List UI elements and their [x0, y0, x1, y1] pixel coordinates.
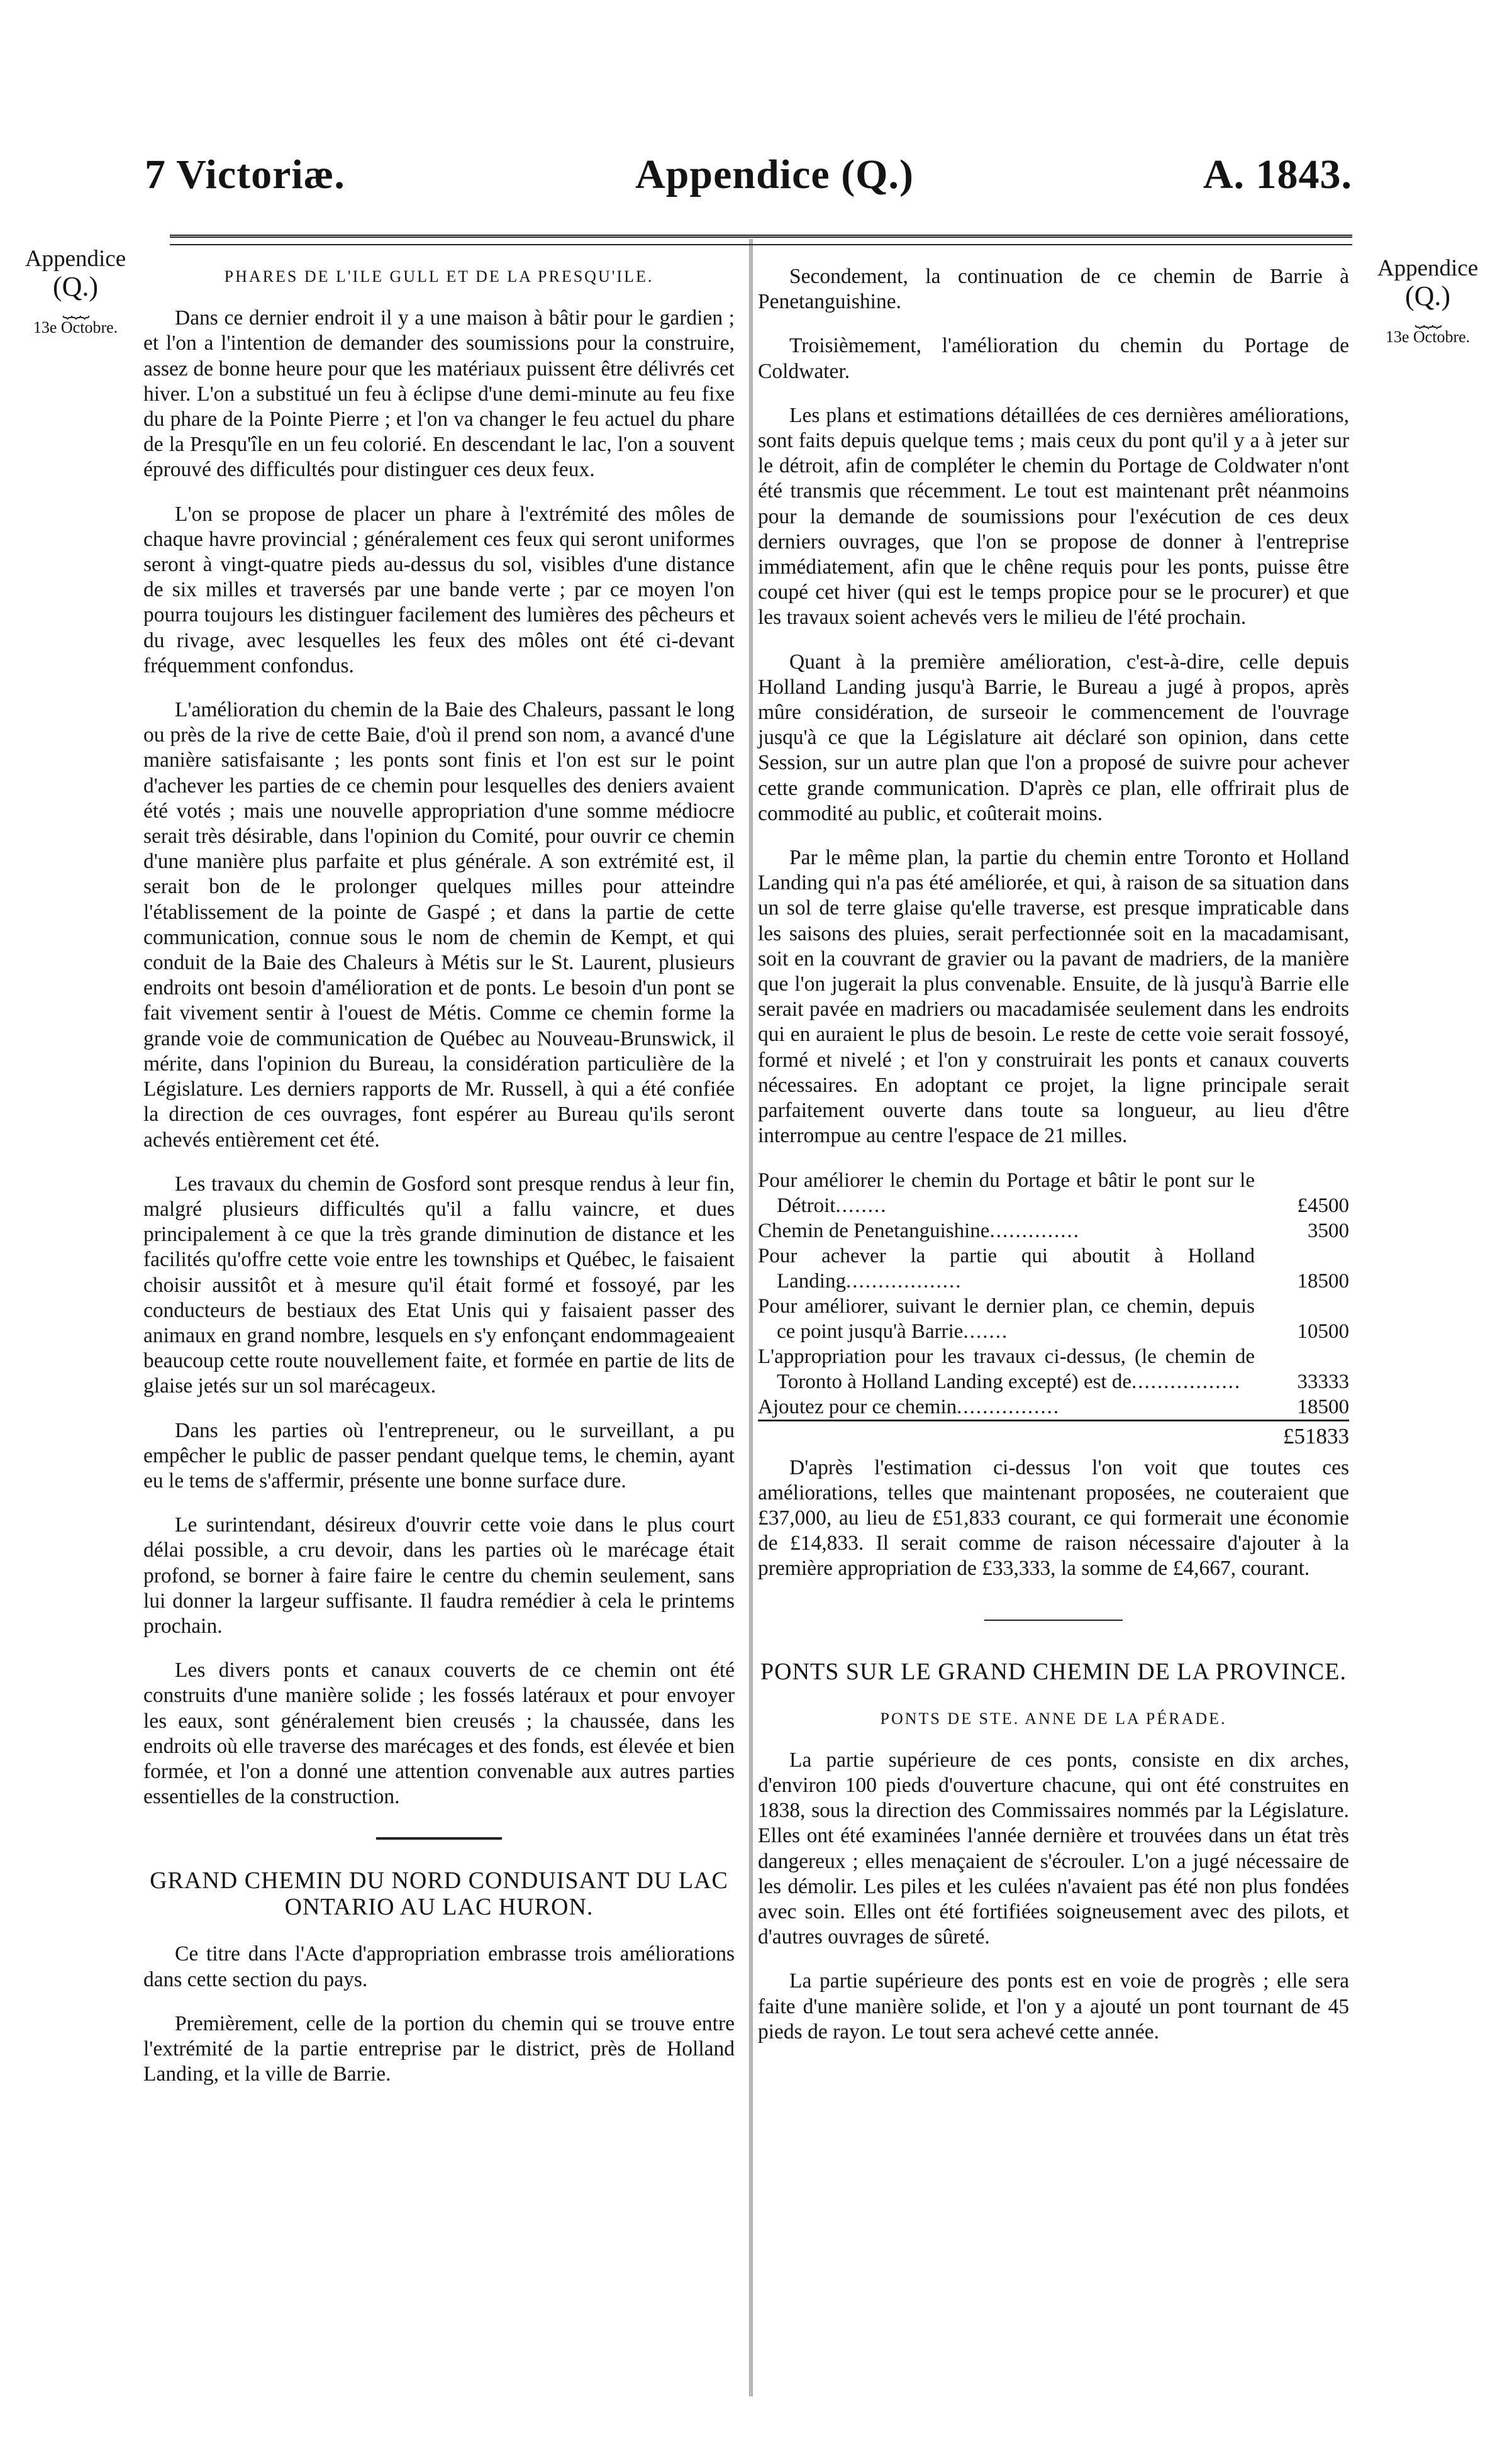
section-separator [984, 1620, 1123, 1621]
table-cell-amount: 33333 [1297, 1370, 1349, 1393]
table-row [758, 1294, 1349, 1344]
paragraph: Les plans et estimations détaillées de ces dernières améliorations, sont faits depuis quelque tems ; mais ceux du pont qu'il y a à jeter sur le détroit, afin de compléter le chemin du Portage de Coldwater n'ont été transmis que récemment. Le tout est maintenant prêt néanmoins pour la demande de soumissions pour l'exécution de ces deux derniers ouvrages, que l'on se propose de donner à l'entreprise immédiatement, afin que le chêne requis pour les ponts, puisse être coupé cet hiver (qui est le temps propice pour se le procurer) et que les travaux soient achevés vers le milieu de l'été prochain. [758, 403, 1349, 630]
paragraph: Par le même plan, la partie du chemin entre Toronto et Holland Landing qui n'a pas été améliorée, et qui, à raison de sa situation dans un sol de terre glaise qu'elle traverse, est presque impraticable dans les saisons des pluies, serait perfectionnée soit en la macadamisant, soit en la couvrant de gravier ou la pavant de madriers, de la manière que l'on jugerait la plus convenable. Ensuite, de là jusqu'à Barrie elle serait pavée en madriers ou macadamisée seulement dans les endroits qui en auraient le plus de besoin. Le reste de cette voie serait fossoyé, formé et nivelé ; et l'on y construirait les ponts et canaux couverts nécessaires. En adoptant ce projet, la ligne principale serait parfaitement ouverte dans toute sa longueur, au lieu d'être interrompue au centre l'espace de 21 milles. [758, 846, 1349, 1148]
paragraph: Quant à la première amélioration, c'est-à-dire, celle depuis Holland Landing jusqu'à Barrie, le Bureau a jugé à propos, après mûre considération, de surseoir le commencement de l'ouvrage jusqu'à ce que la Législature ait déclaré son opinion, dans cette Session, sur un autre plan que l'on a proposé de suivre pour achever cette grande communication. D'après ce plan, elle offrirait plus de commodité au public, et coûterait moins. [758, 650, 1349, 825]
paragraph: Premièrement, celle de la portion du chemin qui se trouve entre l'extrémité de la partie entreprise par le district, près de Holland Landing, et la ville de Barrie. [143, 2011, 735, 2086]
paragraph: Le surintendant, désireux d'ouvrir cette voie dans le plus court délai possible, a cru devoir, dans les parties où le marécage était profond, se borner à faire faire le centre du chemin seulement, sans lui donner la largeur suffisante. Il faudra remédier à cela le printems prochain. [143, 1513, 735, 1638]
paragraph: Dans ce dernier endroit il y a une maison à bâtir pour le gardien ; et l'on a l'intention de demander des soumissions pour la construire, assez de bonne heure pour que les matériaux puissent être délivrés cet hiver. L'on a substitué un feu à éclipse d'une demi-minute au feu fixe du phare de la Pointe Pierre ; et l'on va changer le feu actuel du phare de la Presqu'île en un feu colorié. En descendant le lac, l'on a souvent éprouvé des difficultés pour distinguer ces deux feux. [143, 306, 735, 482]
table-cell-desc: Chemin de Penetanguishine.............. [758, 1219, 1080, 1242]
margin-label: Appendice [25, 246, 126, 272]
table-row [758, 1394, 1349, 1421]
left-column [143, 264, 735, 2106]
table-cell-amount: 10500 [1297, 1320, 1349, 1343]
margin-q: (Q.) [1404, 281, 1451, 311]
paragraph: Les divers ponts et canaux couverts de ce chemin ont été construits d'une manière solide ; les fossés latéraux et pour envoyer les eaux, sont généralement bien creusés ; la chaussée, dans les endroits où elle traverse des marécages et des fonds, est élevée et bien formée, et l'on a donné une attention convenable aux autres parties essentielles de la construction. [143, 1659, 735, 1809]
margin-date: 13e Octobre. [1385, 328, 1470, 346]
table-row [758, 1218, 1349, 1243]
margin-note-right [1352, 255, 1503, 347]
header-rule [170, 235, 1352, 238]
paragraph: L'on se propose de placer un phare à l'extrémité des môles de chaque havre provincial ; généralement ces feux qui seront uniformes seront à vingt-quatre pieds au-dessus du sol, visibles d'une distance de six milles et traversés par une bande verte ; par ce moyen l'on pourra toujours les distinguer facilement des lumières des pêcheurs et du rivage, avec lesquelles les feux des môles ont été ci-devant fréquemment confondus. [143, 502, 735, 677]
margin-date: 13e Octobre. [33, 318, 118, 336]
table-cell-desc: Ajoutez pour ce chemin................ [758, 1395, 1060, 1418]
header-rule-thin [170, 244, 1352, 245]
paragraph: Secondement, la continuation de ce chemin de Barrie à Penetanguishine. [758, 265, 1349, 314]
page-header [145, 151, 1352, 220]
paragraph: Ce titre dans l'Acte d'appropriation embrasse trois améliorations dans cette section du pays. [143, 1942, 735, 1991]
paragraph: Les travaux du chemin de Gosford sont presque rendus à leur fin, malgré plusieurs difficultés qu'il a fallu vaincre, et dues principalement à ce que la très grande diminution de distance et les facilités qu'offre cette voie entre les townships et Québec, le faisaient choisir aussitôt et à mesure qu'il était formé et fossoyé, par les conducteurs de bestiaux des Etat Unis qui y faisaient passer des animaux en grand nombre, lesquels en s'y enfonçant endommageaient beaucoup cette route nouvellement faite, et formée en partie de lits de glaise jetés sur un sol marécageux. [143, 1172, 735, 1398]
margin-label: Appendice [1377, 255, 1479, 281]
paragraph: L'amélioration du chemin de la Baie des Chaleurs, passant le long ou près de la rive de cette Baie, d'où il prend son nom, a avancé d'une manière satisfaisante ; les ponts sont finis et l'on est sur le point d'achever les parties de ce chemin pour lesquelles des deniers avaient été votés ; mais une nouvelle appropriation d'une somme médiocre serait très désirable, dans l'opinion du Comité, pour ouvrir ce chemin d'une manière plus parfaite et plus générale. A son extrémité est, il serait bon de le prolonger quelques milles pour atteindre l'établissement de la pointe de Gaspé ; et dans la partie de cette communication, connue sous le nom de chemin de Kempt, et qui conduit de la Baie des Chaleurs à Métis sur le St. Laurent, plusieurs endroits ont besoin d'amélioration et de ponts. Le besoin d'un pont se fait vivement sentir à l'ouest de Métis. Comme ce chemin forme la grande voie de communication de Québec au Nouveau-Brunswick, il mérite, dans l'opinion du Bureau, la considération particulière de la Législature. Les derniers rapports de Mr. Russell, à qui a été confiée la direction de ces ouvrages, font espérer au Bureau qu'ils seront achevés entièrement cet été. [143, 698, 735, 1152]
right-column [758, 264, 1349, 2064]
table-total-row [758, 1420, 1349, 1449]
paragraph: La partie supérieure des ponts est en voie de progrès ; elle sera faite d'une manière solide, et l'on y a ajouté un pont tournant de 45 pieds de rayon. Le tout sera achevé cette année. [758, 1969, 1349, 2043]
table-cell-amount: 18500 [1297, 1269, 1349, 1292]
table-cell-amount: 3500 [1308, 1219, 1349, 1242]
paragraph: Dans les parties où l'entrepreneur, ou le surveillant, a pu empêcher le public de passer pendant quelque tems, le chemin, ayant eu le tems de s'affermir, présente une bonne surface dure. [143, 1418, 735, 1493]
estimate-table [758, 1168, 1349, 1449]
margin-q: (Q.) [52, 271, 99, 302]
section-separator [376, 1837, 502, 1840]
table-cell-desc: L'appropriation pour les travaux ci-dessus, (le chemin de Toronto à Holland Landing excepté) est de................. [758, 1345, 1255, 1393]
paragraph: D'après l'estimation ci-dessus l'on voit que toutes ces améliorations, telles que maintenant proposées, ne couteraient que £37,000, au lieu de £51,833 courant, ce qui formerait une économie de £14,833. Il serait comme de raison nécessaire d'ajouter à la première appropriation de £33,333, la somme de £4,667, courant. [758, 1455, 1349, 1581]
table-total: £51833 [1255, 1420, 1349, 1449]
table-cell-desc: Pour améliorer le chemin du Portage et bâtir le pont sur le Détroit........ [758, 1169, 1255, 1217]
table-row [758, 1243, 1349, 1294]
table-cell-desc: Pour achever la partie qui aboutit à Holland Landing.................. [758, 1244, 1255, 1292]
brace-icon: ⏟⏟⏟ [62, 300, 89, 318]
section-heading: GRAND CHEMIN DU NORD CONDUISANT DU LAC ONTARIO AU LAC HURON. [150, 1867, 728, 1921]
section-subheading: PONTS DE STE. ANNE DE LA PÉRADE. [880, 1709, 1227, 1728]
margin-note-left [0, 245, 151, 337]
table-cell-desc: Pour améliorer, suivant le dernier plan, ce chemin, depuis ce point jusqu'à Barrie....... [758, 1294, 1255, 1343]
paragraph: La partie supérieure de ces ponts, consiste en dix arches, d'environ 100 pieds d'ouverture chacune, qui ont été construites en 1838, sous la direction des Commissaires nommés par la Législature. Elles ont été examinées l'année dernière et trouvées dans un état très dangereux ; elles menaçaient de s'écrouler. L'on a jugé nécessaire de les démolir. Les piles et les culées n'avaient pas été non plus fondées avec soin. Elles ont été fortifiées soigneusement avec des pilots, et d'autres ouvrages de sûreté. [758, 1748, 1349, 1949]
section-heading: PONTS SUR LE GRAND CHEMIN DE LA PROVINCE. [760, 1658, 1347, 1685]
header-right: A. 1843. [1203, 152, 1352, 197]
header-center: Appendice (Q.) [635, 152, 914, 197]
brace-icon: ⏟⏟⏟ [1415, 309, 1441, 328]
section-subheading: PHARES DE L'ILE GULL ET DE LA PRESQU'ILE. [224, 267, 654, 286]
table-row [758, 1168, 1349, 1218]
header-left: 7 Victoriæ. [145, 152, 345, 197]
paragraph: Troisièmement, l'amélioration du chemin du Portage de Coldwater. [758, 334, 1349, 383]
column-divider [750, 239, 752, 2396]
table-cell-amount: £4500 [1297, 1194, 1349, 1217]
table-cell-amount: 18500 [1297, 1395, 1349, 1418]
table-row [758, 1344, 1349, 1394]
